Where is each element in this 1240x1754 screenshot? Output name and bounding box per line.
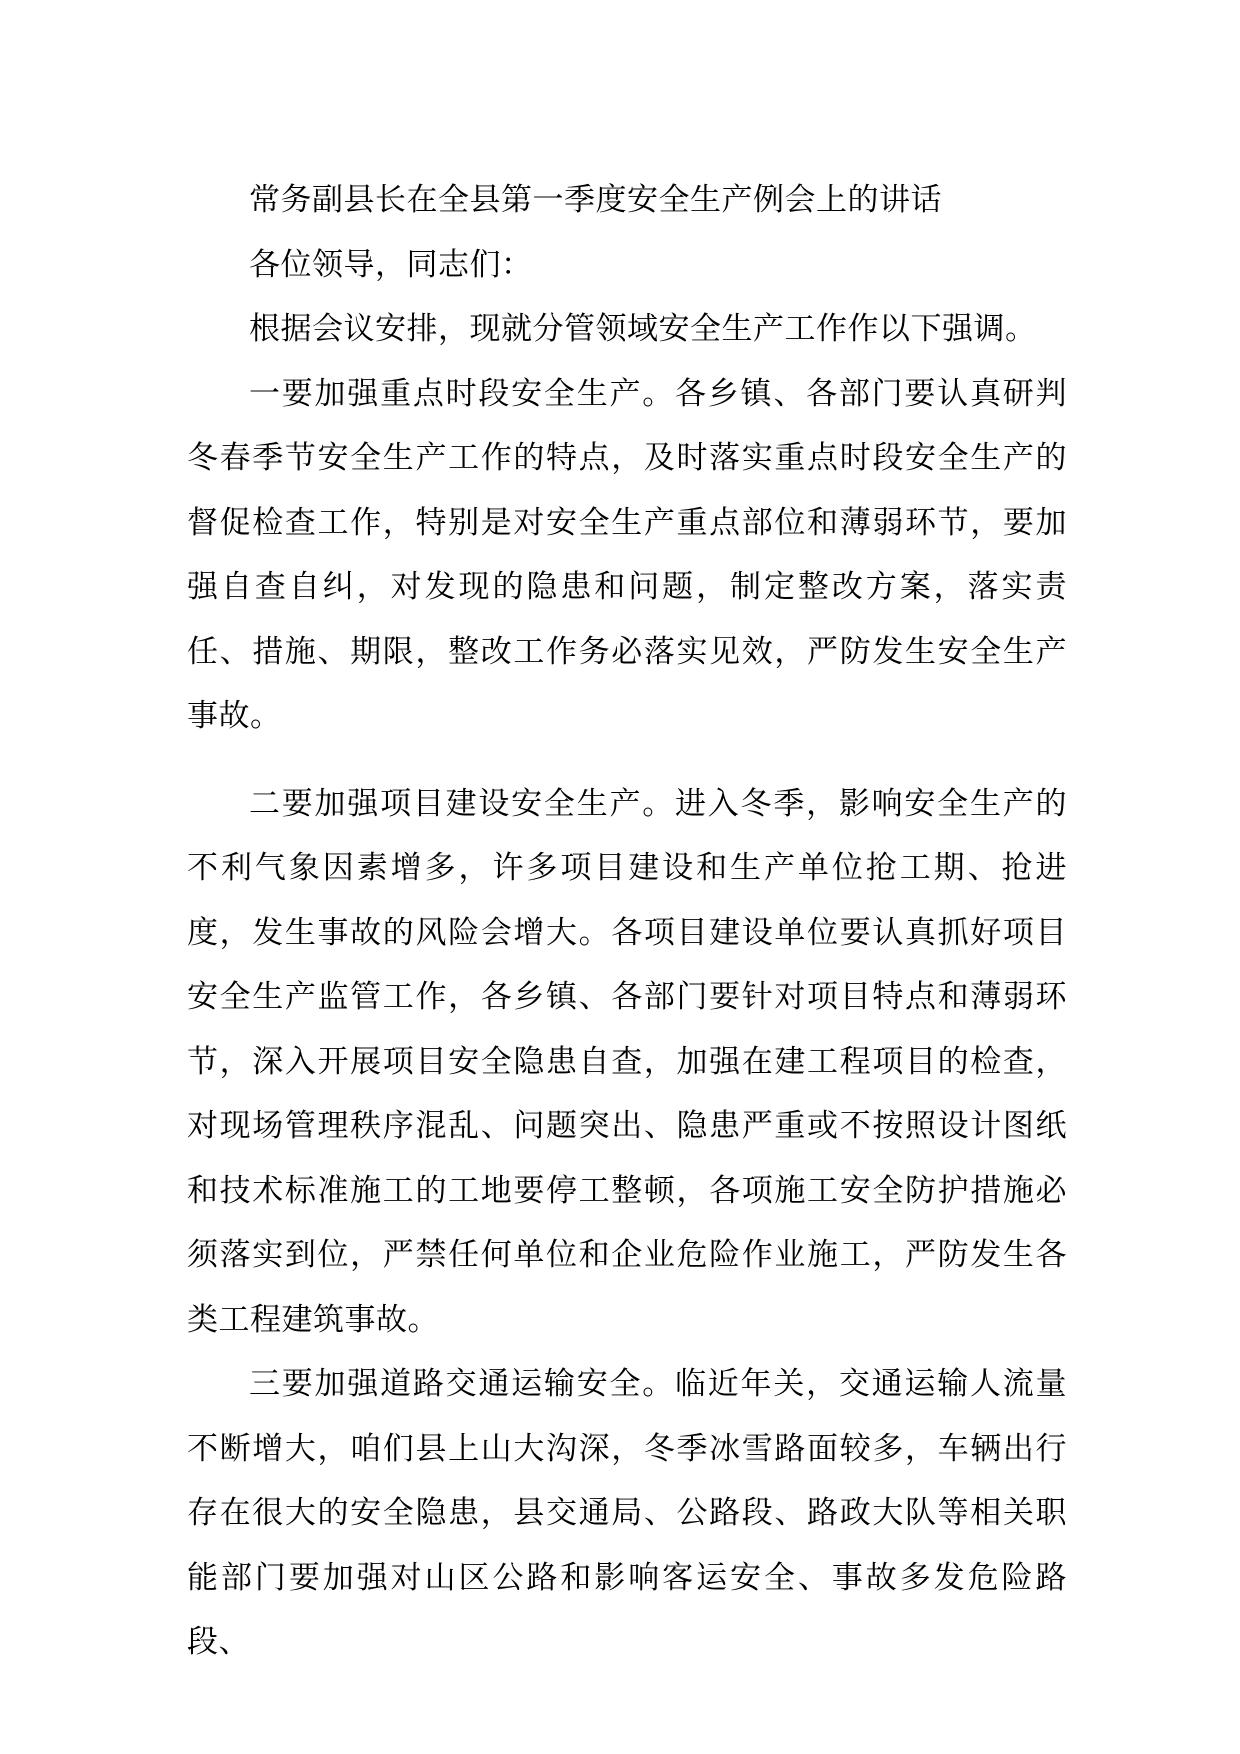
paragraph-point-two: 二要加强项目建设安全生产。进入冬季，影响安全生产的不利气象因素增多，许多项目建设和生产单位抢工期、抢进度，发生事故的风险会增大。各项目建设单位要认真抓好项目安全生产监管工作，各乡镇、各部门要针对项目特点和薄弱环节，深入开展项目安全隐患自查，加强在建工程项目的检查，对现场管理秩序混乱、问题突出、隐患严重或不按照设计图纸和技术标准施工的工地要停工整顿，各项施工安全防护措施必须落实到位，严禁任何单位和企业危险作业施工，严防发生各类工程建筑事故。	[187, 785, 1067, 1338]
salutation: 各位领导，同志们：	[249, 246, 533, 283]
paragraph-point-three: 三要加强道路交通运输安全。临近年关，交通运输人流量不断增大，咱们县上山大沟深，冬季冰雪路面较多，车辆出行存在很大的安全隐患，县交通局、公路段、路政大队等相关职能部门要加强对山区公路和影响客运安全、事故多发危险路段、	[187, 1366, 1067, 1660]
paragraph-point-one: 一要加强重点时段安全生产。各乡镇、各部门要认真研判冬春季节安全生产工作的特点，及时落实重点时段安全生产的督促检查工作，特别是对安全生产重点部位和薄弱环节，要加强自查自纠，对发现的隐患和问题，制定整改方案，落实责任、措施、期限，整改工作务必落实见效，严防发生安全生产事故。	[187, 375, 1067, 734]
document-title: 常务副县长在全县第一季度安全生产例会上的讲话	[249, 182, 942, 218]
paragraph-intro: 根据会议安排，现就分管领域安全生产工作作以下强调。	[249, 311, 1037, 347]
document-body	[187, 168, 1067, 1675]
